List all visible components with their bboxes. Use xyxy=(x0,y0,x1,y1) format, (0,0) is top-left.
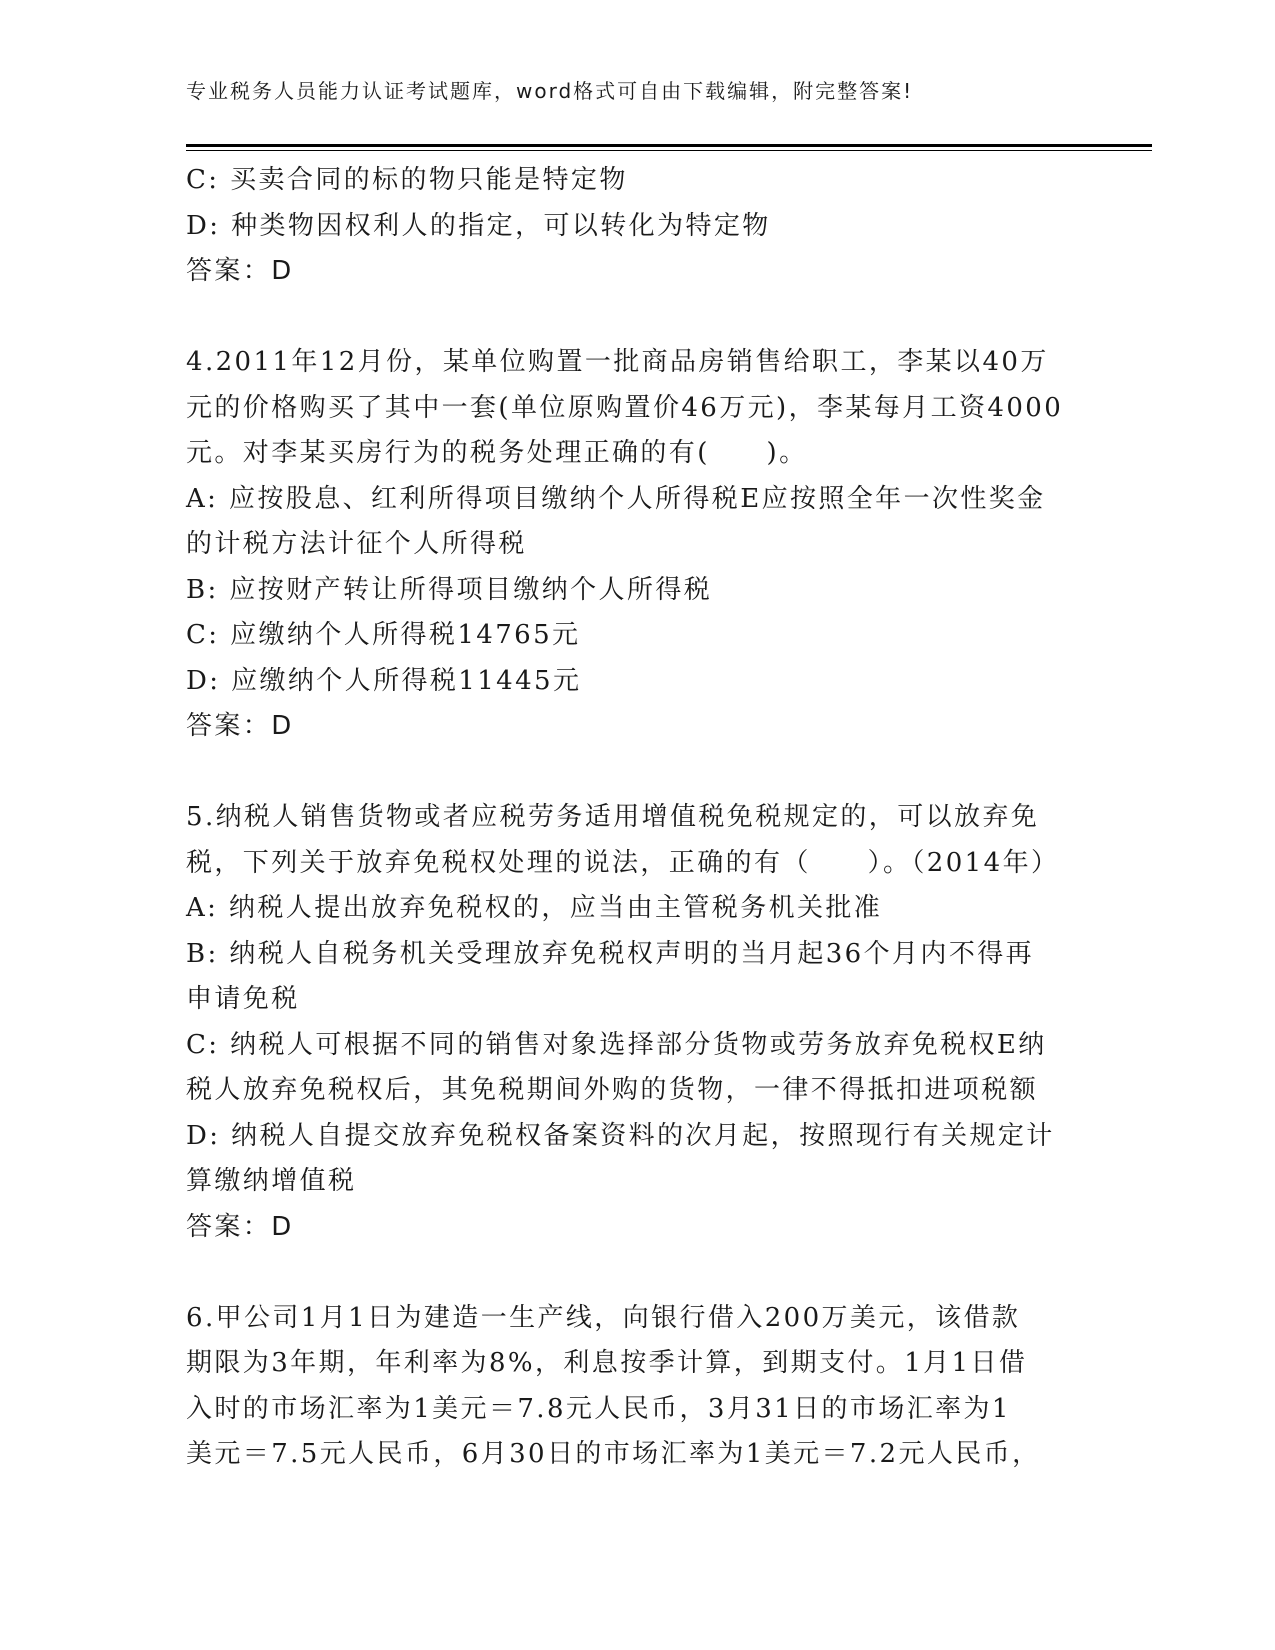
spacer xyxy=(186,295,1086,341)
q3-answer: 答案：D xyxy=(186,256,294,286)
q6-stem-line-3: 入时的市场汇率为1美元＝7.8元人民币，3月31日的市场汇率为1 xyxy=(186,1393,1011,1424)
q4-stem-line-3: 元。对李某买房行为的税务处理正确的有( )。 xyxy=(186,438,808,468)
q5-option-c-line-1: C: 纳税人可根据不同的销售对象选择部分货物或劳务放弃免税权E纳 xyxy=(186,1029,1047,1060)
q3-option-c: C: 买卖合同的标的物只能是特定物 xyxy=(186,165,628,195)
q4-option-a-line-1: A: 应按股息、红利所得项目缴纳个人所得税E应按照全年一次性奖金 xyxy=(186,483,1046,514)
q3-option-d: D: 种类物因权利人的指定，可以转化为特定物 xyxy=(186,210,771,241)
spacer xyxy=(186,750,1086,796)
q5-option-b-line-2: 申请免税 xyxy=(186,984,300,1014)
header-rule-thin xyxy=(186,150,1152,151)
q5-option-b-line-1: B: 纳税人自税务机关受理放弃免税权声明的当月起36个月内不得再 xyxy=(186,938,1035,969)
q4-option-d: D: 应缴纳个人所得税11445元 xyxy=(186,665,582,696)
q4-option-a-line-2: 的计税方法计征个人所得税 xyxy=(186,529,527,559)
q5-answer: 答案：D xyxy=(186,1211,294,1242)
q4-answer: 答案：D xyxy=(186,711,294,741)
document-body xyxy=(186,158,1086,1478)
q5-option-d-line-2: 算缴纳增值税 xyxy=(186,1166,357,1196)
q5-stem-line-2: 税，下列关于放弃免税权处理的说法，正确的有（ ）。（2014年） xyxy=(186,847,1060,878)
q5-stem-line-1: 5.纳税人销售货物或者应税劳务适用增值税免税规定的，可以放弃免 xyxy=(186,802,1040,832)
q5-option-c-line-2: 税人放弃免税权后，其免税期间外购的货物，一律不得抵扣进项税额 xyxy=(186,1075,1039,1105)
q6-stem-line-4: 美元＝7.5元人民币，6月30日的市场汇率为1美元＝7.2元人民币， xyxy=(186,1439,1041,1469)
q4-option-c: C: 应缴纳个人所得税14765元 xyxy=(186,620,581,650)
q6-stem-line-1: 6.甲公司1月1日为建造一生产线，向银行借入200万美元，该借款 xyxy=(186,1302,1021,1333)
q5-option-a: A: 纳税人提出放弃免税权的，应当由主管税务机关批准 xyxy=(186,893,883,923)
spacer xyxy=(186,1250,1086,1296)
q4-stem-line-1: 4.2011年12月份，某单位购置一批商品房销售给职工，李某以40万 xyxy=(186,347,1049,377)
q6-stem-line-2: 期限为3年期，年利率为8%，利息按季计算，到期支付。1月1日借 xyxy=(186,1348,1028,1378)
q4-stem-line-2: 元的价格购买了其中一套(单位原购置价46万元)，李某每月工资4000 xyxy=(186,392,1064,423)
page-header: 专业税务人员能力认证考试题库，word格式可自由下载编辑，附完整答案! xyxy=(186,79,914,103)
q5-option-d-line-1: D: 纳税人自提交放弃免税权备案资料的次月起，按照现行有关规定计 xyxy=(186,1120,1055,1151)
header-rule-thick xyxy=(186,144,1152,147)
q4-option-b: B: 应按财产转让所得项目缴纳个人所得税 xyxy=(186,574,713,605)
